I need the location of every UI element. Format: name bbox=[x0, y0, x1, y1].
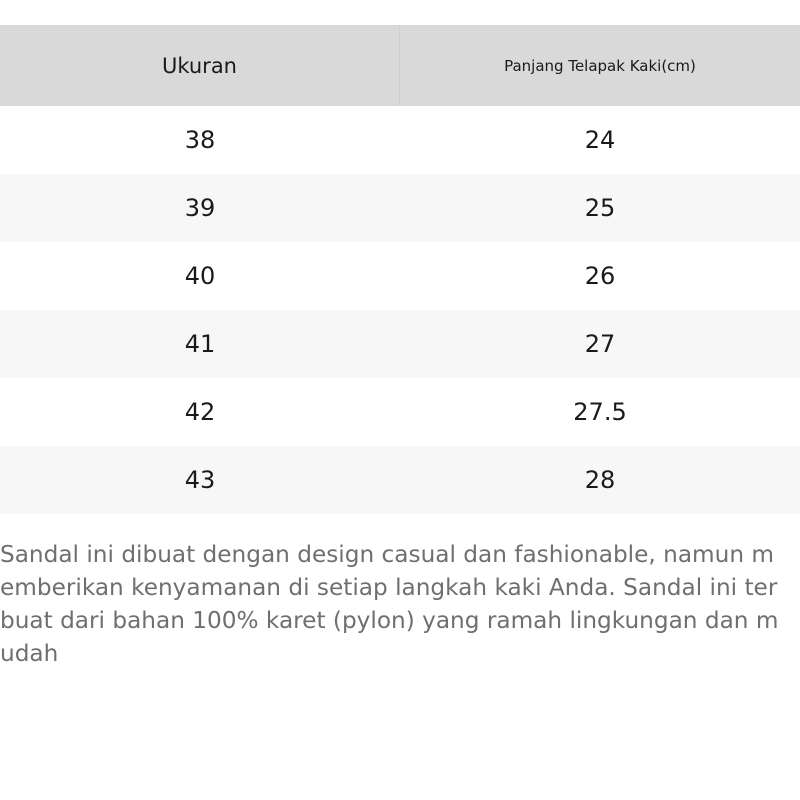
table-row bbox=[0, 242, 800, 310]
description-line: udah bbox=[0, 640, 59, 667]
foot-length-cell: 25 bbox=[584, 194, 616, 222]
header-size: Ukuran bbox=[0, 25, 400, 106]
size-cell: 39 bbox=[184, 194, 216, 222]
table-header-row bbox=[0, 25, 800, 106]
foot-length-cell: 28 bbox=[584, 466, 616, 494]
foot-length-cell: 26 bbox=[584, 262, 616, 290]
table-row bbox=[0, 174, 800, 242]
size-cell: 38 bbox=[184, 126, 216, 154]
table-row bbox=[0, 310, 800, 378]
table-row bbox=[0, 106, 800, 174]
size-chart-table bbox=[0, 25, 800, 514]
size-cell: 40 bbox=[184, 262, 216, 290]
foot-length-cell: 24 bbox=[584, 126, 616, 154]
foot-length-cell: 27.5 bbox=[573, 398, 627, 426]
product-description bbox=[0, 538, 800, 670]
description-line: buat dari bahan 100% karet (pylon) yang ramah lingkungan dan m bbox=[0, 607, 779, 634]
size-cell: 41 bbox=[184, 330, 216, 358]
header-foot-length: Panjang Telapak Kaki(cm) bbox=[504, 56, 696, 75]
description-line: Sandal ini dibuat dengan design casual dan fashionable, namun m bbox=[0, 541, 774, 568]
size-cell: 43 bbox=[184, 466, 216, 494]
size-cell: 42 bbox=[184, 398, 216, 426]
table-row bbox=[0, 378, 800, 446]
description-line: emberikan kenyamanan di setiap langkah kaki Anda. Sandal ini ter bbox=[0, 574, 778, 601]
table-row bbox=[0, 446, 800, 514]
foot-length-cell: 27 bbox=[584, 330, 616, 358]
